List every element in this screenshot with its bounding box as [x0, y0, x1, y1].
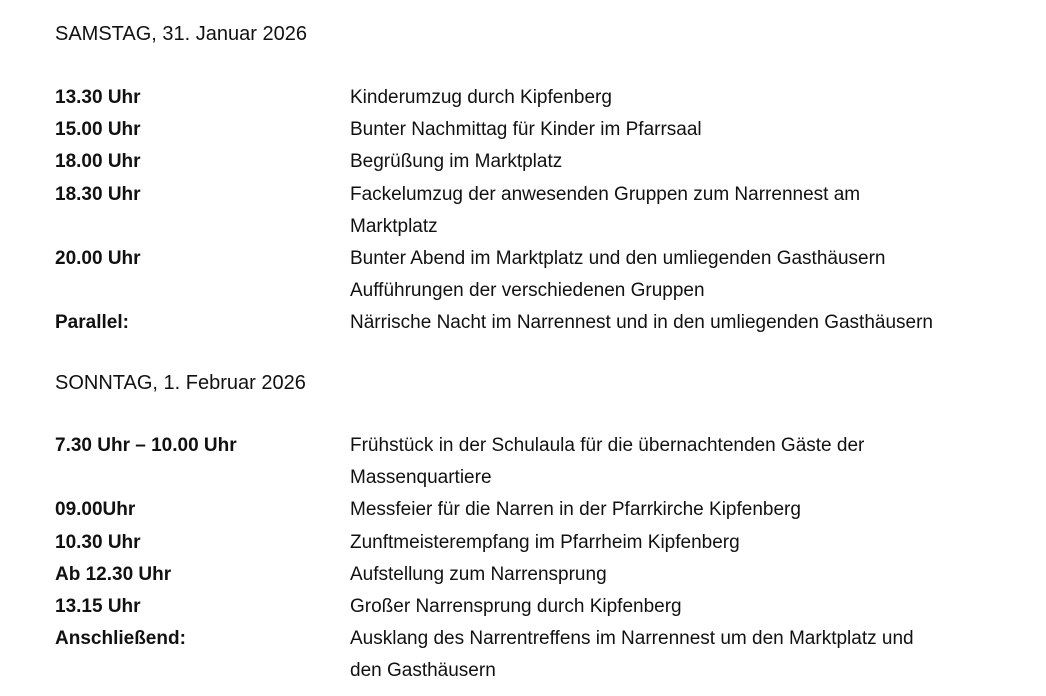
description-line: Marktplatz	[350, 215, 438, 237]
description-line: den Gasthäusern	[350, 660, 496, 682]
schedule-time: Anschließend:	[55, 628, 186, 650]
day-heading-sunday: SONNTAG, 1. Februar 2026	[55, 372, 306, 394]
description-line: Frühstück in der Schulaula für die übernachtenden Gäste der	[350, 435, 865, 456]
schedule-sunday	[55, 430, 1015, 688]
description-line: Ausklang des Narrentreffens im Narrennest um den Marktplatz und	[350, 628, 914, 650]
schedule-time: Parallel:	[55, 312, 129, 334]
description-line: Bunter Nachmittag für Kinder im Pfarrsaal	[350, 119, 702, 141]
schedule-row	[55, 559, 1015, 591]
description-line: Massenquartiere	[350, 467, 492, 489]
schedule-description	[350, 146, 1015, 178]
schedule-row	[55, 82, 1015, 114]
schedule-row	[55, 114, 1015, 146]
schedule-time: 18.30 Uhr	[55, 183, 141, 205]
day-heading-saturday: SAMSTAG, 31. Januar 2026	[55, 23, 307, 45]
schedule-description	[350, 114, 1015, 146]
description-line: Begrüßung im Marktplatz	[350, 151, 563, 173]
schedule-description	[350, 307, 1015, 339]
schedule-row	[55, 527, 1015, 559]
schedule-row	[55, 146, 1015, 178]
schedule-description	[350, 430, 1015, 494]
schedule-time: Ab 12.30 Uhr	[55, 563, 172, 585]
description-line: Fackelumzug der anwesenden Gruppen zum Narrennest am	[350, 183, 861, 205]
schedule-row	[55, 307, 1015, 339]
description-line: Aufführungen der verschiedenen Gruppen	[350, 280, 705, 302]
schedule-description	[350, 591, 1015, 623]
schedule-row	[55, 623, 1015, 687]
description-line: Bunter Abend im Marktplatz und den umliegenden Gasthäusern	[350, 248, 886, 270]
schedule-row	[55, 430, 1015, 494]
description-line: Kinderumzug durch Kipfenberg	[350, 87, 612, 108]
schedule-row	[55, 179, 1015, 243]
description-line: Großer Narrensprung durch Kipfenberg	[350, 596, 682, 618]
schedule-time: 09.00Uhr	[55, 499, 136, 521]
schedule-time: 13.15 Uhr	[55, 596, 141, 618]
schedule-row	[55, 243, 1015, 307]
schedule-description	[350, 623, 1015, 687]
schedule-time: 10.30 Uhr	[55, 531, 141, 553]
description-line: Aufstellung zum Narrensprung	[350, 563, 607, 585]
schedule-description	[350, 243, 1015, 307]
schedule-row	[55, 494, 1015, 526]
description-line: Zunftmeisterempfang im Pfarrheim Kipfenberg	[350, 531, 740, 553]
schedule-saturday	[55, 82, 1015, 340]
schedule-time: 15.00 Uhr	[55, 119, 141, 141]
schedule-time: 13.30 Uhr	[55, 87, 141, 108]
schedule-description	[350, 494, 1015, 526]
schedule-row	[55, 591, 1015, 623]
schedule-time: 20.00 Uhr	[55, 248, 141, 270]
description-line: Messfeier für die Narren in der Pfarrkirche Kipfenberg	[350, 499, 801, 521]
description-line: Närrische Nacht im Narrennest und in den umliegenden Gasthäusern	[350, 312, 933, 334]
schedule-time: 18.00 Uhr	[55, 151, 141, 173]
schedule-description	[350, 82, 1015, 114]
schedule-time: 7.30 Uhr – 10.00 Uhr	[55, 435, 237, 456]
schedule-description	[350, 527, 1015, 559]
schedule-description	[350, 179, 1015, 243]
schedule-description	[350, 559, 1015, 591]
